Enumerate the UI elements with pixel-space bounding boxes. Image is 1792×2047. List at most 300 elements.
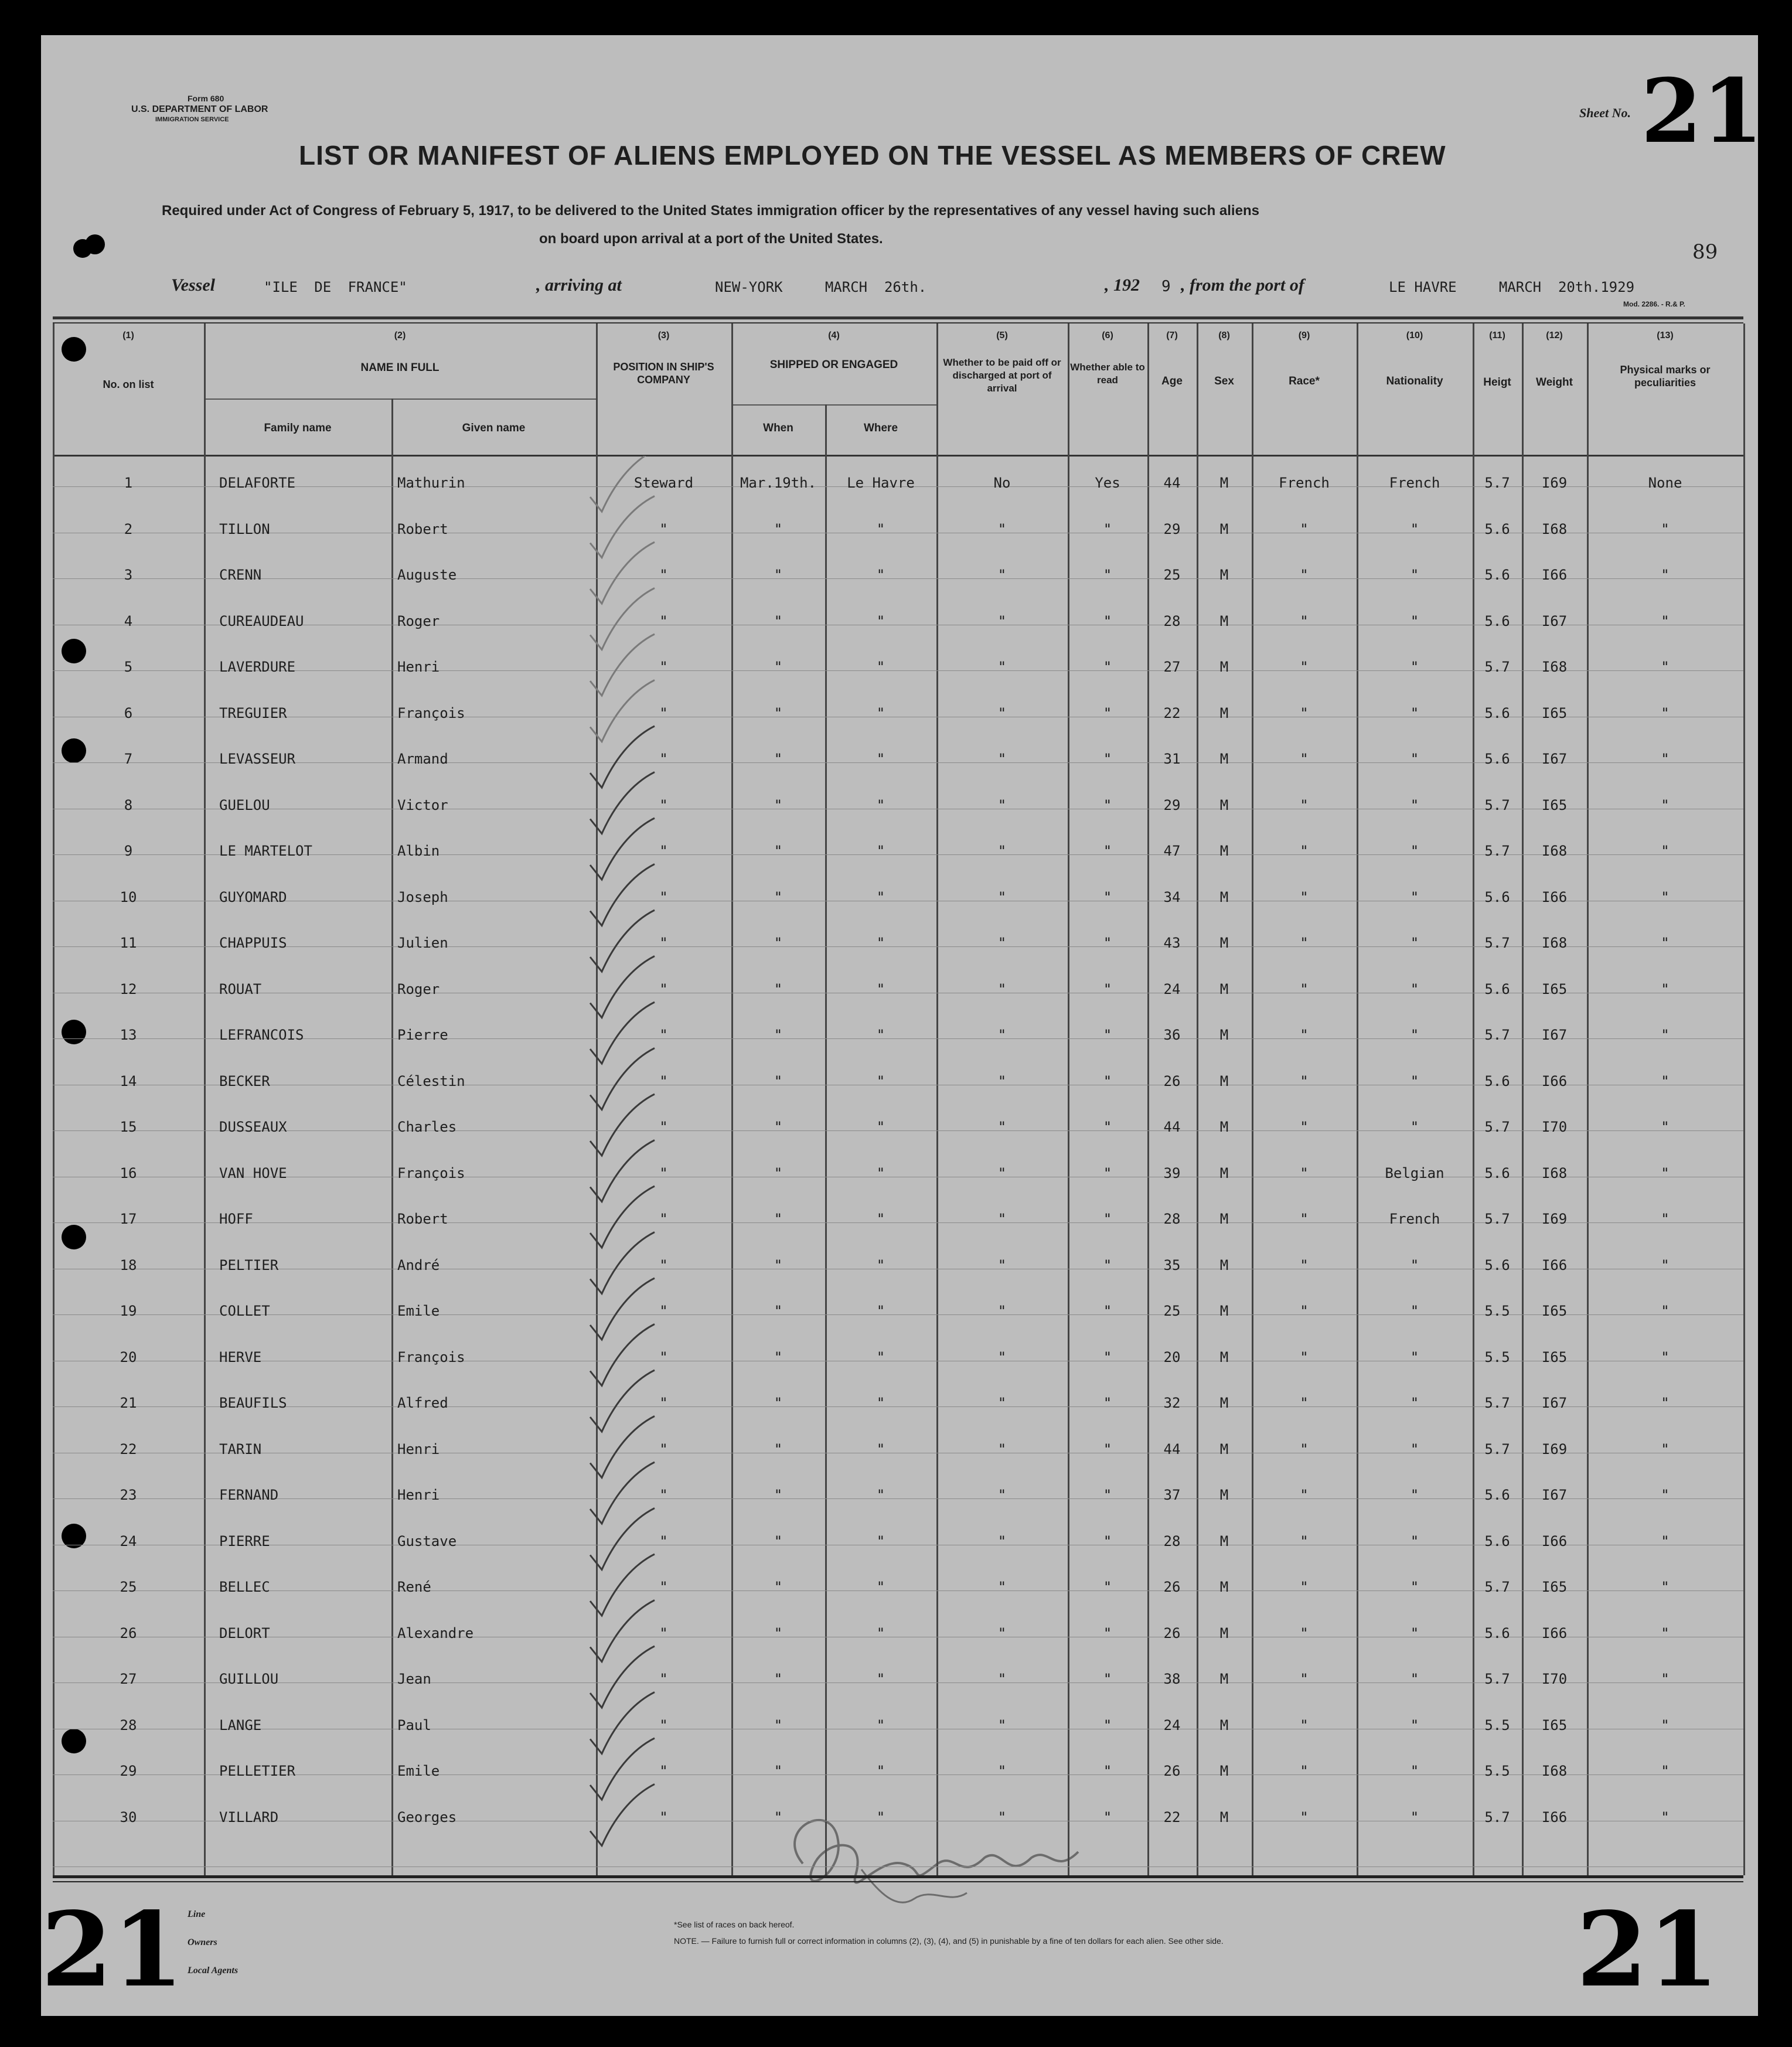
column-divider (1743, 323, 1745, 1875)
header-bottom-rule (53, 455, 1743, 457)
header-name-in-full: NAME IN FULL (360, 362, 440, 374)
department: U.S. DEPARTMENT OF LABOR (131, 104, 268, 114)
cell-weight: I68 (1541, 935, 1568, 951)
cell-when: " (774, 751, 783, 767)
cell-paid: " (997, 1763, 1007, 1779)
cell-age: 25 (1163, 567, 1181, 583)
cell-sex: M (1219, 1441, 1229, 1457)
cell-sex: M (1219, 1303, 1229, 1319)
cell-position: " (659, 1395, 668, 1411)
cell-sex: M (1219, 1625, 1229, 1641)
cell-weight: I66 (1541, 1625, 1568, 1641)
cell-marks: " (1661, 843, 1670, 859)
cell-nat: " (1410, 981, 1419, 997)
cell-given: Célestin (397, 1073, 465, 1089)
cell-when: " (774, 1119, 783, 1135)
cell-age: 24 (1163, 981, 1181, 997)
cell-marks: " (1661, 1119, 1670, 1135)
column-number: (2) (394, 331, 406, 340)
cell-race: " (1300, 981, 1309, 997)
column-divider (1197, 323, 1198, 1875)
cell-where: " (876, 659, 885, 675)
cell-when: " (774, 1579, 783, 1595)
table-bottom-rule (53, 1881, 1743, 1882)
cell-height: 5.6 (1484, 751, 1510, 767)
cell-sex: M (1219, 521, 1229, 537)
cell-weight: I68 (1541, 659, 1568, 675)
column-number: (5) (996, 331, 1008, 340)
header-height: Heigt (1483, 376, 1511, 389)
cell-race: " (1300, 1395, 1309, 1411)
cell-when: " (774, 1027, 783, 1043)
cell-age: 44 (1163, 1441, 1181, 1457)
cell-position: " (659, 1487, 668, 1503)
cell-read: " (1103, 1487, 1112, 1503)
cell-age: 27 (1163, 659, 1181, 675)
column-divider (1522, 323, 1524, 1875)
cell-read: " (1103, 1211, 1112, 1227)
cell-weight: I68 (1541, 843, 1568, 859)
cell-race: " (1300, 1717, 1309, 1733)
cell-given: Auguste (397, 567, 457, 583)
cell-when: " (774, 1349, 783, 1365)
cell-paid: No (993, 475, 1011, 491)
cell-sex: M (1219, 797, 1229, 813)
cell-weight: I70 (1541, 1119, 1568, 1135)
cell-position: " (659, 1257, 668, 1273)
cell-nat: " (1410, 1073, 1419, 1089)
cell-paid: " (997, 521, 1007, 537)
cell-age: 36 (1163, 1027, 1181, 1043)
cell-weight: I66 (1541, 567, 1568, 583)
cell-nat: " (1410, 1487, 1419, 1503)
cell-paid: " (997, 1119, 1007, 1135)
cell-position: " (659, 1119, 668, 1135)
cell-no: 14 (120, 1073, 137, 1089)
column-divider (1587, 323, 1589, 1875)
cell-age: 22 (1163, 705, 1181, 721)
cell-weight: I68 (1541, 1165, 1568, 1181)
cell-no: 23 (120, 1487, 137, 1503)
cell-sex: M (1219, 843, 1229, 859)
header-paid-off: Whether to be paid off or discharged at port of arrival (943, 357, 1061, 394)
cell-nat: " (1410, 1717, 1419, 1733)
cell-when: " (774, 567, 783, 583)
header-no-on-list: No. on list (103, 379, 154, 390)
cell-where: " (876, 1487, 885, 1503)
cell-nat: " (1410, 1349, 1419, 1365)
header-sex: Sex (1214, 375, 1234, 387)
cell-read: " (1103, 843, 1112, 859)
cell-paid: " (997, 1671, 1007, 1687)
cell-height: 5.7 (1484, 659, 1510, 675)
cell-marks: " (1661, 567, 1670, 583)
cell-family: FERNAND (219, 1487, 279, 1503)
cell-sex: M (1219, 1119, 1229, 1135)
cell-height: 5.6 (1484, 1165, 1510, 1181)
cell-read: " (1103, 1349, 1112, 1365)
cell-family: LANGE (219, 1717, 262, 1733)
cell-given: François (397, 1165, 465, 1181)
cell-read: " (1103, 981, 1112, 997)
cell-no: 10 (120, 889, 137, 905)
cell-weight: I69 (1541, 1441, 1568, 1457)
cell-race: " (1300, 521, 1309, 537)
column-number: (7) (1166, 331, 1178, 340)
cell-where: " (876, 935, 885, 951)
cell-marks: " (1661, 613, 1670, 629)
cell-race: " (1300, 843, 1309, 859)
cell-marks: " (1661, 1027, 1670, 1043)
cell-height: 5.7 (1484, 1579, 1510, 1595)
cell-paid: " (997, 1579, 1007, 1595)
header-where: Where (863, 422, 898, 434)
cell-no: 20 (120, 1349, 137, 1365)
cell-given: Gustave (397, 1533, 457, 1549)
cell-age: 25 (1163, 1303, 1181, 1319)
table-top-rule (53, 316, 1743, 319)
cell-race: " (1300, 889, 1309, 905)
column-number: (11) (1489, 331, 1505, 340)
cell-family: GUILLOU (219, 1671, 279, 1687)
cell-marks: " (1661, 935, 1670, 951)
cell-position: " (659, 1211, 668, 1227)
cell-marks: " (1661, 1257, 1670, 1273)
cell-age: 20 (1163, 1349, 1181, 1365)
cell-nat: " (1410, 1625, 1419, 1641)
cell-where: " (876, 797, 885, 813)
cell-paid: " (997, 797, 1007, 813)
cell-given: Albin (397, 843, 440, 859)
cell-read: " (1103, 1625, 1112, 1641)
penalty-note: NOTE. — Failure to furnish full or correct information in columns (2), (3), (4), and (5) in punishable by a fine of ten dollars for each alien. See other side. (674, 1936, 1224, 1946)
cell-where: " (876, 889, 885, 905)
cell-given: Jean (397, 1671, 431, 1687)
cell-position: " (659, 705, 668, 721)
cell-paid: " (997, 1487, 1007, 1503)
cell-when: " (774, 889, 783, 905)
footer-right-number: 21 (1576, 1890, 1719, 2010)
cell-no: 28 (120, 1717, 137, 1733)
cell-position: " (659, 1763, 668, 1779)
cell-age: 31 (1163, 751, 1181, 767)
cell-race: " (1300, 1257, 1309, 1273)
cell-race: " (1300, 1671, 1309, 1687)
column-number: (13) (1657, 331, 1674, 340)
cell-age: 43 (1163, 935, 1181, 951)
cell-weight: I67 (1541, 613, 1568, 629)
cell-no: 8 (124, 797, 133, 813)
cell-marks: " (1661, 1579, 1670, 1595)
cell-race: " (1300, 935, 1309, 951)
header-able-to-read: Whether able to read (1070, 362, 1145, 386)
column-divider (731, 323, 733, 1875)
cell-race: " (1300, 1027, 1309, 1043)
cell-family: GUELOU (219, 797, 270, 813)
cell-nat: " (1410, 1671, 1419, 1687)
cell-race: " (1300, 1809, 1309, 1825)
manifest-title: LIST OR MANIFEST OF ALIENS EMPLOYED ON THE VESSEL AS MEMBERS OF CREW (299, 140, 1446, 171)
column-divider (1068, 323, 1069, 1875)
cell-race: " (1300, 797, 1309, 813)
cell-sex: M (1219, 981, 1229, 997)
header-nationality: Nationality (1386, 375, 1443, 387)
table-bottom-rule (53, 1875, 1743, 1878)
cell-position: " (659, 613, 668, 629)
cell-marks: " (1661, 1625, 1670, 1641)
cell-when: " (774, 1441, 783, 1457)
cell-weight: I68 (1541, 1763, 1568, 1779)
check-marks (578, 456, 725, 1862)
punch-hole (62, 1225, 86, 1249)
arriving-label: , arriving at (536, 275, 622, 295)
cell-position: " (659, 1349, 668, 1365)
cell-where: " (876, 1579, 885, 1595)
cell-family: CHAPPUIS (219, 935, 287, 951)
cell-position: " (659, 1625, 668, 1641)
cell-family: HOFF (219, 1211, 253, 1227)
cell-sex: M (1219, 935, 1229, 951)
cell-where: " (876, 521, 885, 537)
cell-read: " (1103, 1257, 1112, 1273)
cell-height: 5.6 (1484, 1625, 1510, 1641)
column-number: (1) (122, 331, 134, 340)
cell-paid: " (997, 1303, 1007, 1319)
cell-weight: I65 (1541, 1303, 1568, 1319)
cell-when: " (774, 1717, 783, 1733)
cell-given: Emile (397, 1303, 440, 1319)
year-label: , 192 (1105, 275, 1140, 295)
cell-sex: M (1219, 1487, 1229, 1503)
cell-height: 5.7 (1484, 1671, 1510, 1687)
cell-no: 13 (120, 1027, 137, 1043)
cell-nat: " (1410, 705, 1419, 721)
cell-race: " (1300, 567, 1309, 583)
cell-age: 22 (1163, 1809, 1181, 1825)
cell-position: " (659, 935, 668, 951)
header-given-name: Given name (462, 422, 526, 434)
cell-family: DELAFORTE (219, 475, 296, 491)
cell-race: French (1279, 475, 1330, 491)
cell-sex: M (1219, 1717, 1229, 1733)
cell-when: " (774, 521, 783, 537)
cell-paid: " (997, 935, 1007, 951)
cell-given: Mathurin (397, 475, 465, 491)
form-number: Form 680 (188, 94, 224, 103)
cell-paid: " (997, 981, 1007, 997)
cell-race: " (1300, 1579, 1309, 1595)
cell-sex: M (1219, 1533, 1229, 1549)
cell-height: 5.7 (1484, 1441, 1510, 1457)
column-number: (3) (657, 331, 670, 340)
cell-given: Julien (397, 935, 448, 951)
cell-nat: " (1410, 1809, 1419, 1825)
name-subheader-rule (204, 398, 596, 400)
cell-where: " (876, 1809, 885, 1825)
cell-age: 28 (1163, 1211, 1181, 1227)
cell-race: " (1300, 1441, 1309, 1457)
cell-where: " (876, 1165, 885, 1181)
cell-marks: " (1661, 1395, 1670, 1411)
cell-read: " (1103, 1303, 1112, 1319)
cell-sex: M (1219, 1809, 1229, 1825)
cell-height: 5.6 (1484, 521, 1510, 537)
sheet-number: 21 (1641, 60, 1763, 163)
cell-position: " (659, 1073, 668, 1089)
cell-nat: Belgian (1385, 1165, 1444, 1181)
cell-family: CUREAUDEAU (219, 613, 304, 629)
cell-age: 26 (1163, 1579, 1181, 1595)
column-divider (1252, 323, 1253, 1875)
cell-nat: " (1410, 567, 1419, 583)
header-race: Race* (1289, 375, 1320, 387)
cell-given: André (397, 1257, 440, 1273)
cell-weight: I65 (1541, 797, 1568, 813)
cell-read: " (1103, 797, 1112, 813)
races-note: *See list of races on back hereof. (674, 1920, 795, 1929)
cell-position: " (659, 889, 668, 905)
cell-height: 5.5 (1484, 1717, 1510, 1733)
cell-family: TREGUIER (219, 705, 287, 721)
cell-height: 5.7 (1484, 797, 1510, 813)
cell-when: " (774, 1671, 783, 1687)
cell-age: 44 (1163, 1119, 1181, 1135)
cell-family: TARIN (219, 1441, 262, 1457)
column-number: (4) (828, 331, 840, 340)
cell-paid: " (997, 1349, 1007, 1365)
column-number: (9) (1298, 331, 1310, 340)
cell-race: " (1300, 1533, 1309, 1549)
cell-position: " (659, 659, 668, 675)
cell-sex: M (1219, 613, 1229, 629)
cell-given: Robert (397, 521, 448, 537)
cell-read: " (1103, 613, 1112, 629)
cell-when: " (774, 705, 783, 721)
cell-no: 7 (124, 751, 133, 767)
manifest-sheet (41, 35, 1763, 2016)
cell-sex: M (1219, 1395, 1229, 1411)
cell-family: LAVERDURE (219, 659, 296, 675)
cell-where: " (876, 1533, 885, 1549)
cell-given: Pierre (397, 1027, 448, 1043)
cell-given: Paul (397, 1717, 431, 1733)
cell-nat: " (1410, 1303, 1419, 1319)
cell-nat: French (1389, 1211, 1440, 1227)
cell-given: Joseph (397, 889, 448, 905)
service: IMMIGRATION SERVICE (155, 116, 229, 123)
cell-weight: I66 (1541, 1257, 1568, 1273)
cell-family: PIERRE (219, 1533, 270, 1549)
cell-position: " (659, 1717, 668, 1733)
cell-marks: " (1661, 705, 1670, 721)
cell-position: " (659, 1165, 668, 1181)
cell-read: " (1103, 889, 1112, 905)
cell-nat: " (1410, 935, 1419, 951)
cell-where: " (876, 1717, 885, 1733)
cell-height: 5.6 (1484, 1533, 1510, 1549)
cell-sex: M (1219, 889, 1229, 905)
cell-where: " (876, 613, 885, 629)
cell-age: 26 (1163, 1625, 1181, 1641)
cell-position: " (659, 1809, 668, 1825)
cell-marks: " (1661, 1487, 1670, 1503)
cell-nat: " (1410, 1579, 1419, 1595)
cell-when: Mar.19th. (740, 475, 817, 491)
column-number: (8) (1218, 331, 1230, 340)
cell-height: 5.7 (1484, 843, 1510, 859)
cell-position: " (659, 797, 668, 813)
cell-position: " (659, 981, 668, 997)
cell-nat: " (1410, 1763, 1419, 1779)
cell-given: Alexandre (397, 1625, 474, 1641)
cell-where: " (876, 843, 885, 859)
header-position: POSITION IN SHIP'S COMPANY (613, 361, 714, 386)
cell-given: Alfred (397, 1395, 448, 1411)
year-fill: 9 (1161, 278, 1171, 295)
cell-sex: M (1219, 1027, 1229, 1043)
column-divider (1473, 323, 1474, 1875)
cell-height: 5.6 (1484, 705, 1510, 721)
cell-no: 2 (124, 521, 133, 537)
cell-height: 5.6 (1484, 1257, 1510, 1273)
cell-height: 5.6 (1484, 567, 1510, 583)
cell-marks: " (1661, 1763, 1670, 1779)
cell-marks: " (1661, 1073, 1670, 1089)
cell-no: 17 (120, 1211, 137, 1227)
column-number: (6) (1102, 331, 1113, 340)
cell-sex: M (1219, 1671, 1229, 1687)
cell-family: LE MARTELOT (219, 843, 312, 859)
cell-when: " (774, 1303, 783, 1319)
cell-sex: M (1219, 1073, 1229, 1089)
cell-nat: " (1410, 521, 1419, 537)
cell-marks: " (1661, 1165, 1670, 1181)
cell-when: " (774, 1763, 783, 1779)
column-divider (936, 323, 938, 1875)
cell-sex: M (1219, 1257, 1229, 1273)
header-when: When (763, 422, 793, 434)
cell-paid: " (997, 1625, 1007, 1641)
cell-position: " (659, 1027, 668, 1043)
cell-when: " (774, 1073, 783, 1089)
column-divider (1147, 323, 1149, 1875)
cell-sex: M (1219, 1349, 1229, 1365)
cell-read: " (1103, 1073, 1112, 1089)
cell-marks: " (1661, 1533, 1670, 1549)
cell-no: 3 (124, 567, 133, 583)
cell-nat: " (1410, 843, 1419, 859)
subtitle-line-2: on board upon arrival at a port of the United States. (539, 231, 883, 247)
column-divider (1357, 323, 1358, 1875)
cell-where: " (876, 1119, 885, 1135)
cell-where: " (876, 1211, 885, 1227)
cell-weight: I66 (1541, 1809, 1568, 1825)
cell-nat: French (1389, 475, 1440, 491)
cell-position: " (659, 843, 668, 859)
cell-weight: I66 (1541, 1533, 1568, 1549)
cell-read: " (1103, 1533, 1112, 1549)
cell-height: 5.6 (1484, 889, 1510, 905)
cell-age: 37 (1163, 1487, 1181, 1503)
table-top-rule (53, 322, 1743, 323)
cell-race: " (1300, 1487, 1309, 1503)
cell-paid: " (997, 1395, 1007, 1411)
cell-race: " (1300, 1211, 1309, 1227)
cell-nat: " (1410, 797, 1419, 813)
cell-marks: " (1661, 797, 1670, 813)
cell-age: 47 (1163, 843, 1181, 859)
cell-when: " (774, 1395, 783, 1411)
